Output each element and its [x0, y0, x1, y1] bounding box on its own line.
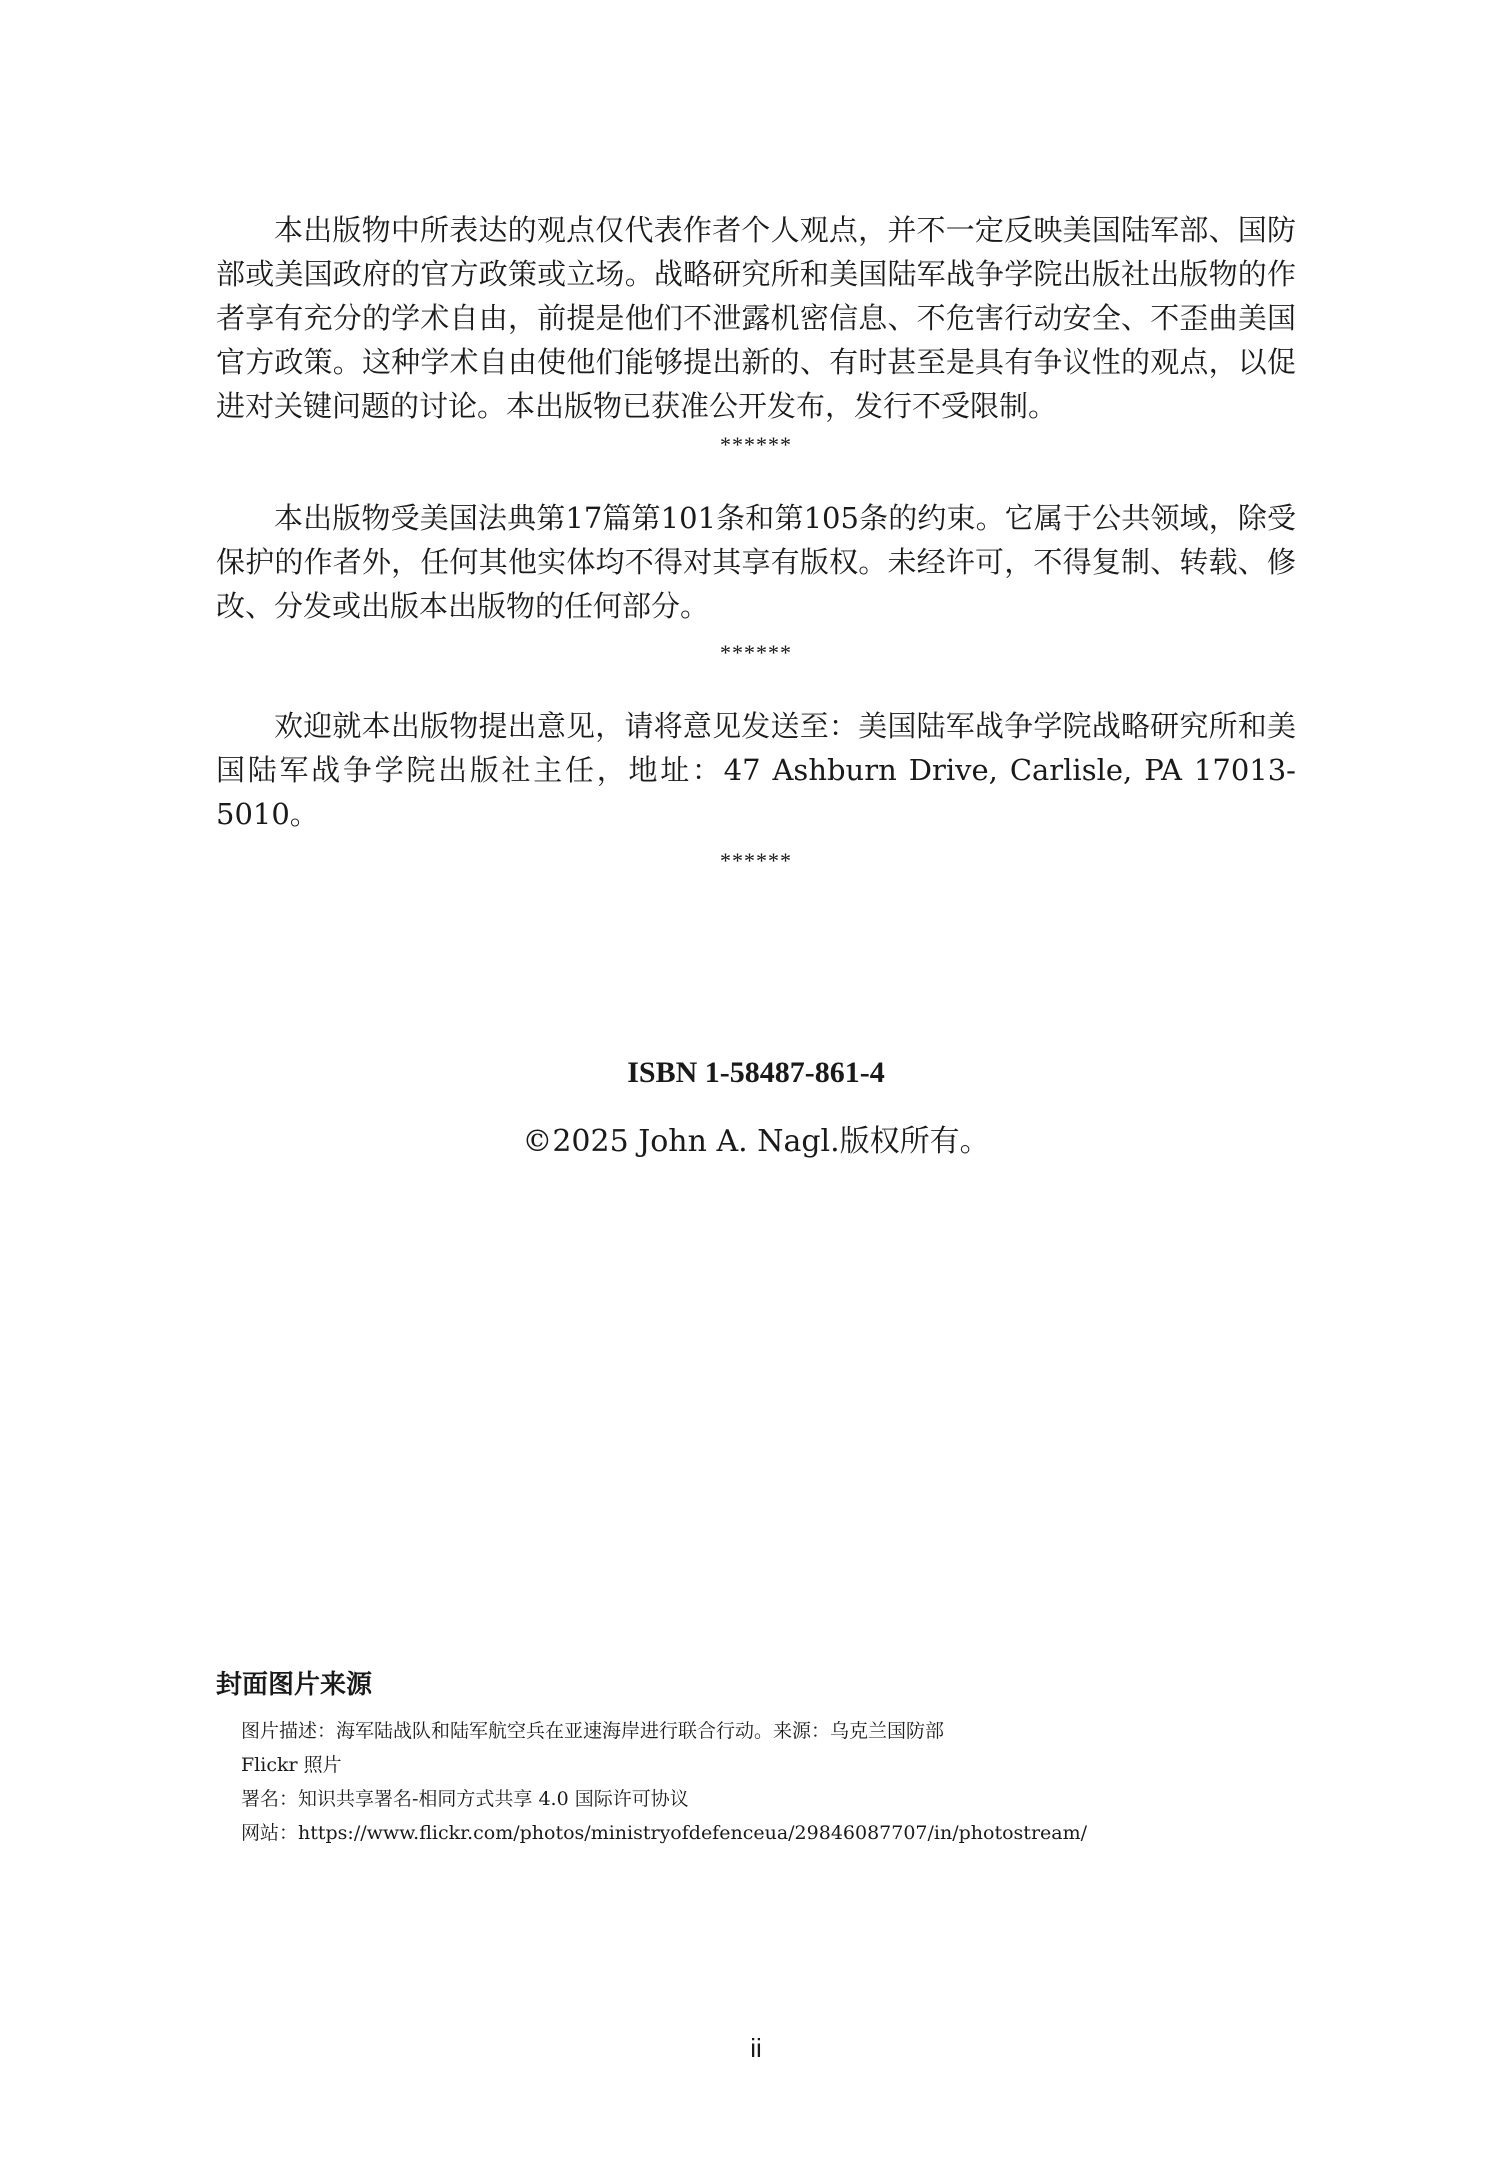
separator-1: ****** [720, 432, 792, 457]
separator-2: ****** [720, 640, 792, 665]
disclaimer-section [216, 208, 1296, 428]
cover-attribution: 署名：知识共享署名-相同方式共享 4.0 国际许可协议 [241, 1788, 689, 1810]
cover-source-line: Flickr 照片 [241, 1754, 342, 1776]
legal-section [216, 496, 1296, 628]
cover-description: 图片描述：海军陆战队和陆军航空兵在亚速海岸进行联合行动。来源：乌克兰国防部 [241, 1720, 945, 1742]
copyright-notice: ©2025 John A. Nagl.版权所有。 [522, 1124, 990, 1159]
cover-website: 网站：https://www.flickr.com/photos/ministryofdefenceua/29846087707/in/photostream/ [241, 1822, 1088, 1844]
disclaimer-paragraph: 本出版物中所表达的观点仅代表作者个人观点，并不一定反映美国陆军部、国防部或美国政府的官方政策或立场。战略研究所和美国陆军战争学院出版社出版物的作者享有充分的学术自由，前提是他们不泄露机密信息、不危害行动安全、不歪曲美国官方政策。这种学术自由使他们能够提出新的、有时甚至是具有争议性的观点，以促进对关键问题的讨论。本出版物已获准公开发布，发行不受限制。 [216, 213, 1296, 423]
page-number: ii [750, 2033, 762, 2063]
separator-3: ****** [720, 848, 792, 873]
comments-section [216, 704, 1296, 836]
isbn: ISBN 1-58487-861-4 [627, 1056, 885, 1089]
legal-paragraph: 本出版物受美国法典第17篇第101条和第105条的约束。它属于公共领域，除受保护的作者外，任何其他实体均不得对其享有版权。未经许可，不得复制、转载、修改、分发或出版本出版物的任何部分。 [216, 501, 1296, 623]
cover-credit-title: 封面图片来源 [216, 1670, 373, 1700]
comments-paragraph: 欢迎就本出版物提出意见，请将意见发送至：美国陆军战争学院战略研究所和美国陆军战争学院出版社主任，地址：47 Ashburn Drive, Carlisle, PA 17013-5010。 [216, 709, 1296, 831]
